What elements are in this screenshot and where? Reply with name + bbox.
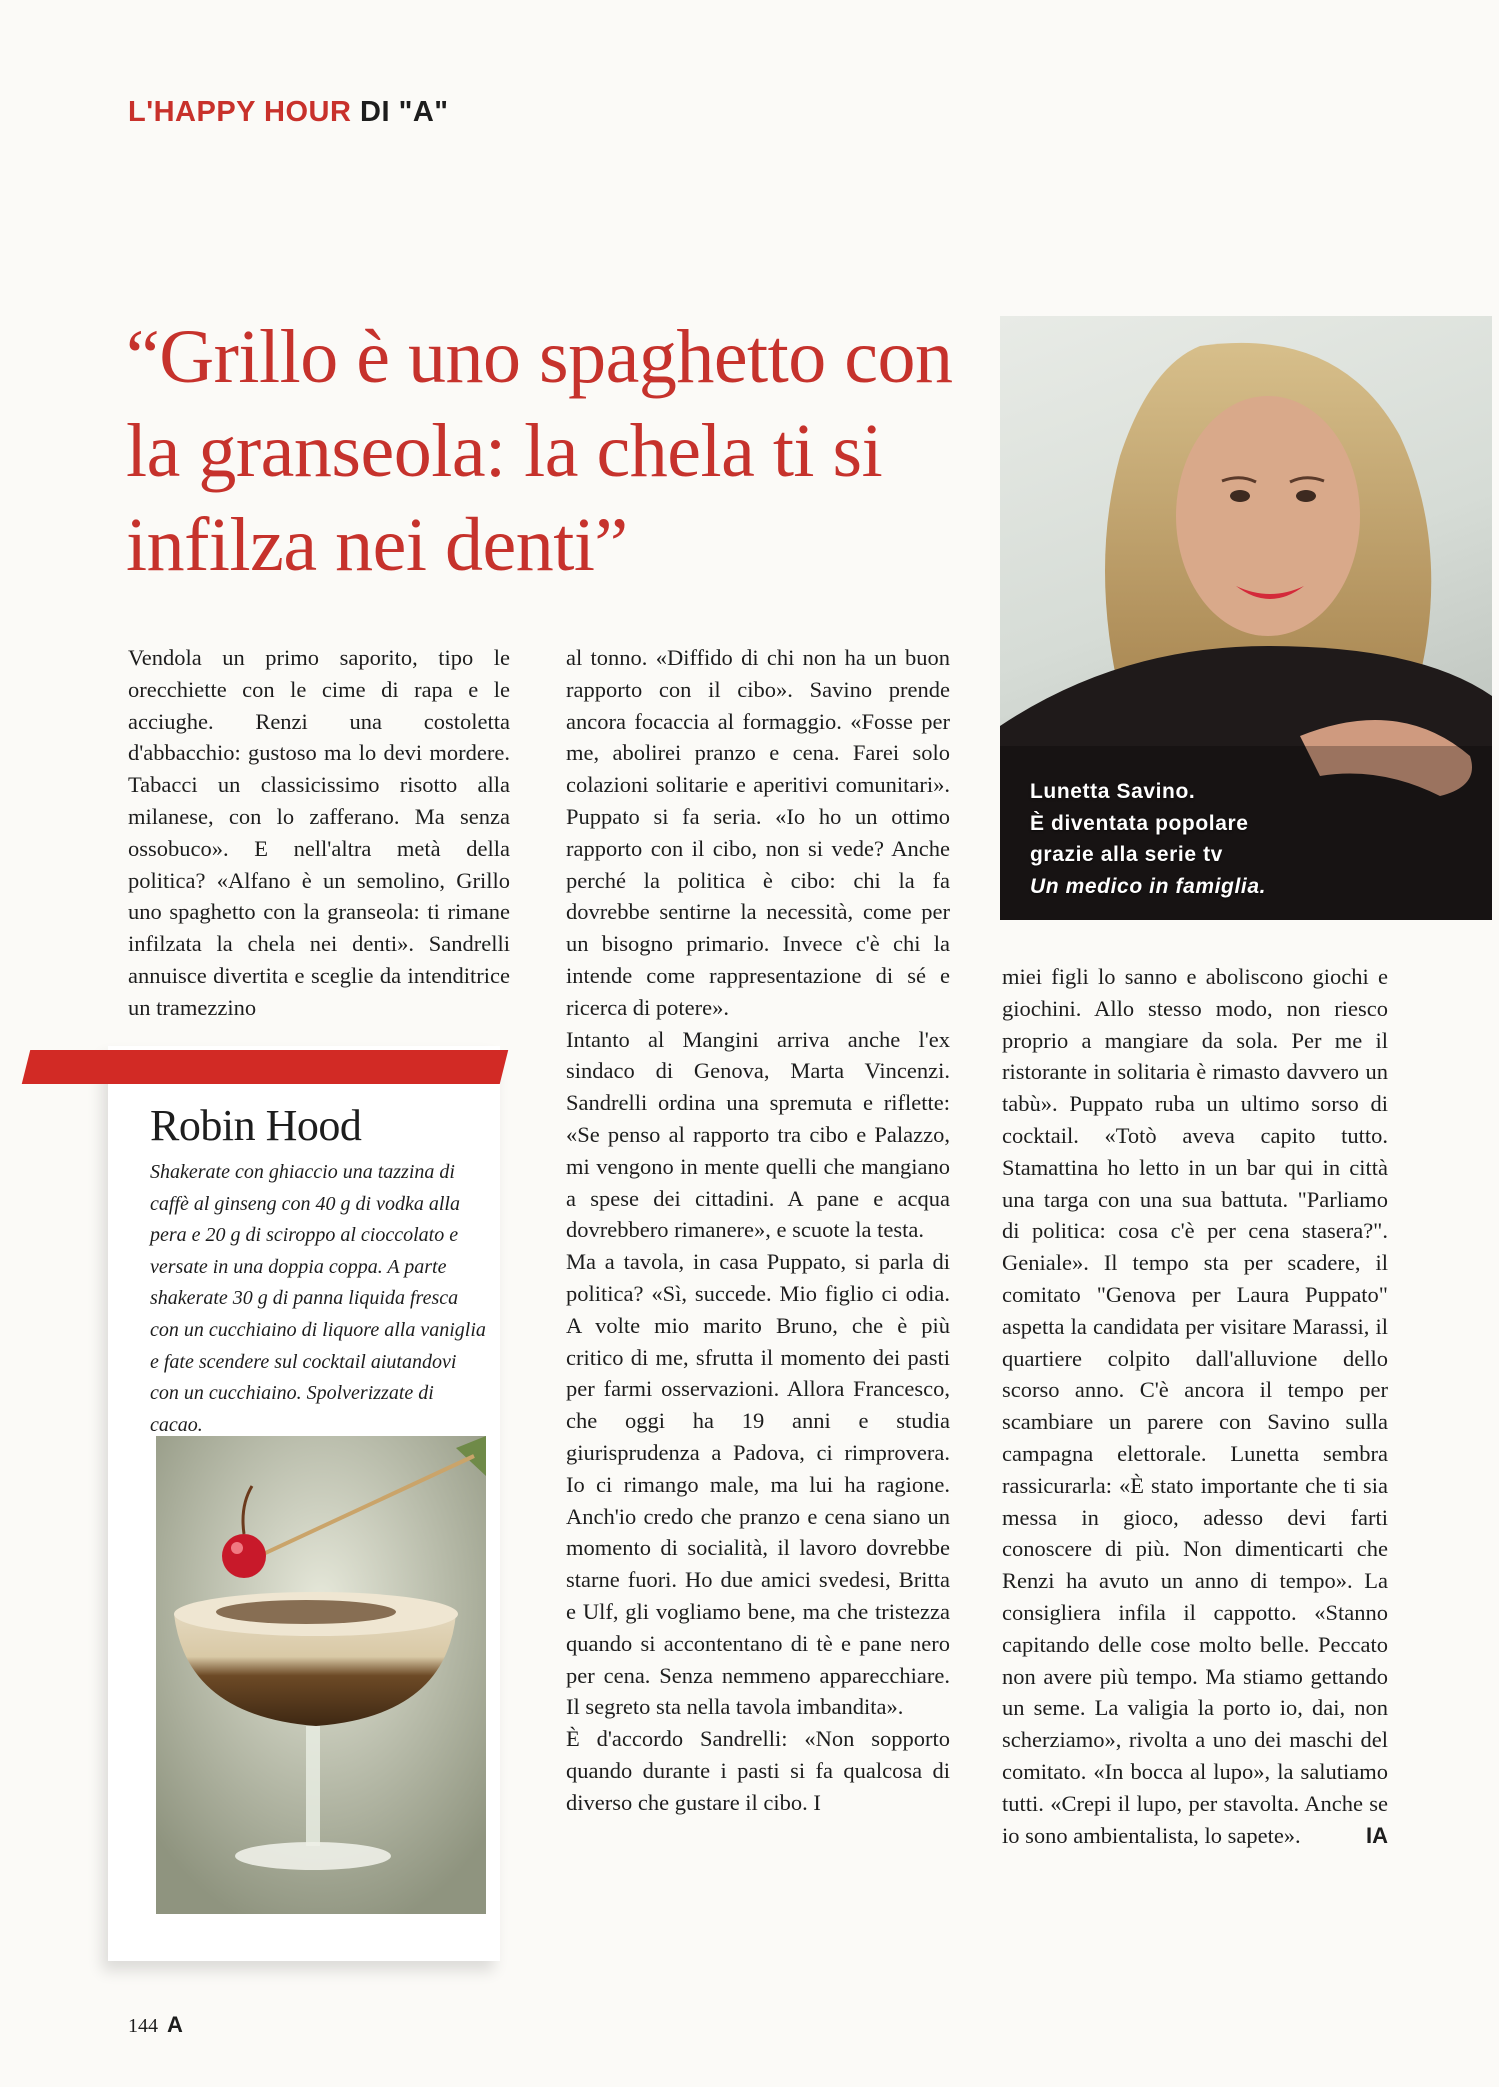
paragraph: È d'accordo Sandrelli: «Non sopporto quando durante i pasti si fa qualcosa di diverso che gustare il cibo. I [566,1726,950,1815]
recipe-title: Robin Hood [150,1101,362,1150]
article-column-1 [128,642,510,1024]
kicker-happy-hour: L'HAPPY HOUR [128,96,352,128]
recipe-text: Shakerate con ghiaccio una tazzina di caffè al ginseng con 40 g di vodka alla pera e 20 g di sciroppo al cioccolato e versate in una doppia coppa. A parte shakerate 30 g di panna liquida fresca con un cucchiaino di liquore alla vaniglia e fate scendere sul cocktail aiutandovi con un cucchiaino. Spolverizzate di cacao. [150,1161,486,1436]
article-headline: “Grillo è uno spaghetto con la granseola: la chela ti si infilza nei denti” [126,315,953,587]
portrait-photo [1000,316,1492,920]
paragraph: al tonno. «Diffido di chi non ha un buon rapporto con il cibo». Savino prende ancora focaccia al formaggio. «Fosse per me, abolirei pranzo e cena. Farei solo colazioni solitarie e aperitivi comunitari». Puppato si fa seria. «Io ho un ottimo rapporto con il cibo, non si vede? Anche perché la politica è cibo: chi la fa dovrebbe sentirne la necessità, come per un bisogno primario. Invece c'è chi la intende come rappresentazione di sé e ricerca di potere». [566,645,950,1020]
paragraph [1002,961,1388,1851]
page-number: 144 [128,2015,158,2037]
caption-line: È diventata popolare [1030,811,1249,835]
cocktail-photo [156,1436,486,1914]
article-column-3 [1002,961,1388,1851]
magazine-logo: A [167,2012,183,2037]
page-folio [128,2012,183,2038]
caption-line: Lunetta Savino. [1030,780,1196,803]
article-column-2 [566,642,950,1818]
portrait-caption [1030,776,1470,902]
recipe-red-band [22,1050,508,1084]
end-mark: IA [1366,1822,1388,1848]
paragraph: Ma a tavola, in casa Puppato, si parla di politica? «Sì, succede. Mio figlio ci odia. A volte mio marito Bruno, che è più critico di me, sfrutta il momento dei pasti per farmi osservazioni. Allora Francesco, che oggi ha 19 anni e studia giurisprudenza a Padova, ci rimprovera. Io ci rimango male, ma lui ha ragione. Anch'io credo che pranzo e cena siano un momento di socialità, il lavoro dovrebbe starne fuori. Ho due amici svedesi, Britta e Ulf, gli vogliamo bene, ma che tristezza quando si accontentano di tè e pane nero per cena. Senza nemmeno apparecchiare. Il segreto sta nella tavola imbandita». [566,1249,950,1720]
caption-line: grazie alla serie tv [1030,843,1223,866]
paragraph-text: miei figli lo sanno e aboliscono giochi e giochini. Allo stesso modo, non riesco proprio a mangiare da sola. Per me il ristorante in solitaria è rimasto davvero un tabù». Puppato ruba un ultimo sorso di cocktail. «Totò aveva capito tutto. Stamattina ho letto in un bar qui in città una targa con una sua battuta. "Parliamo di politica: cosa c'è per cena stasera?". Geniale». Il tempo sta per scadere, il comitato "Genova per Laura Puppato" aspetta la candidata per visitare Marassi, il quartiere colpito dall'alluvione dello scorso anno. C'è ancora il tempo per scambiare un parere con Savino sulla campagna elettorale. Lunetta sembra rassicurarla: «È stato importante che ti sia messa in gioco, adesso devi farti conoscere di più. Non dimenticarti che Renzi ha avuto un anno di tempo». La consigliera infila il cappotto. «Stanno capitando delle cose molto belle. Peccato non avere più tempo. Ma stiamo gettando un seme. La valigia la porto io, dai, non scherziamo», rivolta a uno dei maschi del comitato. «In bocca al lupo», la salutiamo tutti. «Crepi il lupo, per stavolta. Anche se io sono ambientalista, lo sapete». [1002,964,1388,1848]
paragraph: Intanto al Mangini arriva anche l'ex sindaco di Genova, Marta Vincenzi. Sandrelli ordina una spremuta e riflette: «Se penso al rapporto tra cibo e Palazzo, mi vengono in mente quelli che mangiano a spese dei cittadini. A pane e acqua dovrebbero rimanere», e scuote la testa. [566,1026,950,1243]
kicker-di-a: DI "A" [360,96,449,128]
caption-line: Un medico in famiglia. [1030,874,1267,898]
paragraph: Vendola un primo saporito, tipo le orecchiette con le cime di rapa e le acciughe. Renzi una costoletta d'abbacchio: gustoso ma lo devi mordere. Tabacci un classicissimo risotto alla milanese, con lo zafferano. Ma senza ossobuco». E nell'altra metà della politica? «Alfano è un semolino, Grillo uno spaghetto con la granseola: ti rimane infilzata la chela nei denti». Sandrelli annuisce divertita e sceglie da intenditrice un tramezzino [128,645,510,1020]
section-kicker [128,96,449,129]
cocktail-illustration [156,1436,486,1914]
